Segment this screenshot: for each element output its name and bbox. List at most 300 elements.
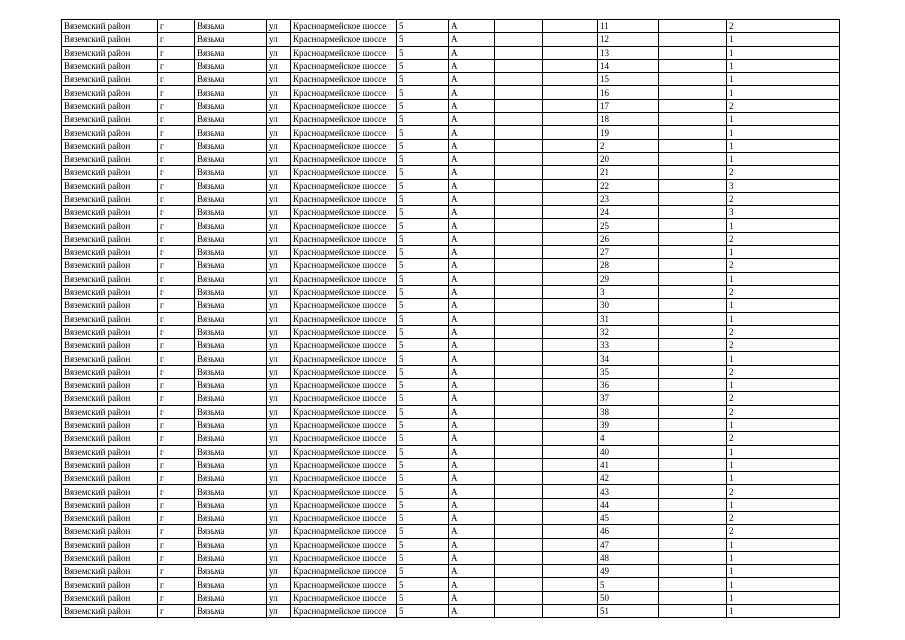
address-table-sheet	[61, 19, 840, 618]
cell-count: 1	[727, 498, 840, 511]
cell-building-letter: А	[449, 551, 495, 564]
cell-locality: Вязьма	[195, 418, 267, 431]
cell-house: 5	[397, 365, 449, 378]
cell-building-letter: А	[449, 445, 495, 458]
cell-street: Красноармейское шоссе	[291, 312, 397, 325]
cell-locality-type: г	[158, 591, 195, 604]
cell-apartment: 37	[598, 392, 659, 405]
table-row	[62, 379, 840, 392]
cell-col-9	[543, 299, 598, 312]
cell-street: Красноармейское шоссе	[291, 126, 397, 139]
cell-apartment: 51	[598, 605, 659, 618]
cell-apartment: 15	[598, 73, 659, 86]
cell-street-type: ул	[267, 299, 291, 312]
cell-house: 5	[397, 485, 449, 498]
cell-street-type: ул	[267, 246, 291, 259]
cell-col-11	[659, 246, 727, 259]
cell-apartment: 27	[598, 246, 659, 259]
cell-house: 5	[397, 152, 449, 165]
cell-col-9	[543, 405, 598, 418]
cell-street-type: ул	[267, 152, 291, 165]
cell-col-11	[659, 418, 727, 431]
cell-locality-type: г	[158, 232, 195, 245]
cell-apartment: 36	[598, 379, 659, 392]
table-row	[62, 405, 840, 418]
cell-locality-type: г	[158, 312, 195, 325]
table-row	[62, 113, 840, 126]
cell-locality-type: г	[158, 538, 195, 551]
cell-locality: Вязьма	[195, 219, 267, 232]
cell-house: 5	[397, 59, 449, 72]
cell-street: Красноармейское шоссе	[291, 192, 397, 205]
cell-col-9	[543, 591, 598, 604]
cell-street-type: ул	[267, 472, 291, 485]
cell-building-letter: А	[449, 46, 495, 59]
cell-locality: Вязьма	[195, 86, 267, 99]
cell-house: 5	[397, 46, 449, 59]
cell-apartment: 12	[598, 33, 659, 46]
cell-locality: Вязьма	[195, 605, 267, 618]
cell-building-letter: А	[449, 152, 495, 165]
table-row	[62, 20, 840, 33]
cell-count: 1	[727, 578, 840, 591]
cell-street-type: ул	[267, 591, 291, 604]
cell-building-letter: А	[449, 591, 495, 604]
cell-district: Вяземский район	[62, 232, 158, 245]
cell-locality-type: г	[158, 192, 195, 205]
cell-locality: Вязьма	[195, 113, 267, 126]
table-row	[62, 59, 840, 72]
cell-locality-type: г	[158, 352, 195, 365]
cell-locality: Вязьма	[195, 59, 267, 72]
cell-count: 1	[727, 126, 840, 139]
cell-building-letter: А	[449, 86, 495, 99]
cell-street: Красноармейское шоссе	[291, 139, 397, 152]
cell-district: Вяземский район	[62, 312, 158, 325]
cell-street: Красноармейское шоссе	[291, 259, 397, 272]
cell-col-11	[659, 405, 727, 418]
cell-locality-type: г	[158, 365, 195, 378]
cell-street: Красноармейское шоссе	[291, 46, 397, 59]
cell-house: 5	[397, 86, 449, 99]
cell-district: Вяземский район	[62, 525, 158, 538]
cell-locality: Вязьма	[195, 272, 267, 285]
cell-col-9	[543, 325, 598, 338]
cell-count: 2	[727, 285, 840, 298]
table-row	[62, 352, 840, 365]
cell-apartment: 26	[598, 232, 659, 245]
cell-locality-type: г	[158, 152, 195, 165]
cell-building-letter: А	[449, 605, 495, 618]
cell-district: Вяземский район	[62, 472, 158, 485]
cell-count: 1	[727, 152, 840, 165]
cell-col-8	[495, 285, 543, 298]
cell-house: 5	[397, 246, 449, 259]
cell-building-letter: А	[449, 285, 495, 298]
cell-col-11	[659, 86, 727, 99]
cell-street-type: ул	[267, 272, 291, 285]
cell-house: 5	[397, 20, 449, 33]
cell-house: 5	[397, 591, 449, 604]
cell-col-11	[659, 379, 727, 392]
cell-locality-type: г	[158, 73, 195, 86]
cell-district: Вяземский район	[62, 272, 158, 285]
cell-count: 1	[727, 46, 840, 59]
cell-apartment: 46	[598, 525, 659, 538]
cell-street-type: ул	[267, 551, 291, 564]
cell-col-9	[543, 166, 598, 179]
cell-street: Красноармейское шоссе	[291, 246, 397, 259]
cell-house: 5	[397, 418, 449, 431]
cell-count: 2	[727, 392, 840, 405]
cell-col-11	[659, 565, 727, 578]
cell-district: Вяземский район	[62, 498, 158, 511]
cell-street-type: ул	[267, 113, 291, 126]
cell-building-letter: А	[449, 325, 495, 338]
cell-count: 1	[727, 445, 840, 458]
cell-house: 5	[397, 525, 449, 538]
table-row	[62, 458, 840, 471]
cell-locality: Вязьма	[195, 379, 267, 392]
cell-district: Вяземский район	[62, 379, 158, 392]
cell-apartment: 35	[598, 365, 659, 378]
cell-col-8	[495, 525, 543, 538]
cell-street: Красноармейское шоссе	[291, 379, 397, 392]
cell-apartment: 50	[598, 591, 659, 604]
table-row	[62, 511, 840, 524]
cell-col-9	[543, 432, 598, 445]
cell-count: 2	[727, 232, 840, 245]
cell-col-11	[659, 538, 727, 551]
cell-locality-type: г	[158, 432, 195, 445]
cell-col-8	[495, 59, 543, 72]
cell-col-9	[543, 365, 598, 378]
cell-street: Красноармейское шоссе	[291, 73, 397, 86]
cell-street-type: ул	[267, 206, 291, 219]
cell-col-9	[543, 46, 598, 59]
cell-street: Красноармейское шоссе	[291, 565, 397, 578]
cell-col-9	[543, 59, 598, 72]
cell-district: Вяземский район	[62, 511, 158, 524]
table-row	[62, 325, 840, 338]
cell-locality: Вязьма	[195, 551, 267, 564]
cell-apartment: 40	[598, 445, 659, 458]
cell-col-8	[495, 551, 543, 564]
cell-locality: Вязьма	[195, 299, 267, 312]
table-row	[62, 418, 840, 431]
cell-street: Красноармейское шоссе	[291, 511, 397, 524]
cell-street-type: ул	[267, 179, 291, 192]
cell-locality: Вязьма	[195, 126, 267, 139]
cell-house: 5	[397, 99, 449, 112]
table-row	[62, 152, 840, 165]
cell-col-9	[543, 126, 598, 139]
cell-house: 5	[397, 113, 449, 126]
cell-locality: Вязьма	[195, 498, 267, 511]
cell-col-8	[495, 33, 543, 46]
cell-locality-type: г	[158, 206, 195, 219]
table-row	[62, 312, 840, 325]
table-row	[62, 259, 840, 272]
cell-count: 2	[727, 405, 840, 418]
cell-house: 5	[397, 339, 449, 352]
cell-house: 5	[397, 551, 449, 564]
cell-count: 2	[727, 511, 840, 524]
cell-street: Красноармейское шоссе	[291, 206, 397, 219]
cell-col-8	[495, 86, 543, 99]
cell-street: Красноармейское шоссе	[291, 405, 397, 418]
cell-locality: Вязьма	[195, 538, 267, 551]
table-row	[62, 538, 840, 551]
cell-col-11	[659, 352, 727, 365]
cell-apartment: 42	[598, 472, 659, 485]
cell-locality-type: г	[158, 99, 195, 112]
cell-col-9	[543, 113, 598, 126]
cell-street-type: ул	[267, 73, 291, 86]
cell-col-11	[659, 392, 727, 405]
cell-apartment: 29	[598, 272, 659, 285]
cell-col-11	[659, 299, 727, 312]
cell-apartment: 18	[598, 113, 659, 126]
table-row	[62, 285, 840, 298]
cell-street: Красноармейское шоссе	[291, 20, 397, 33]
cell-col-8	[495, 365, 543, 378]
cell-count: 1	[727, 551, 840, 564]
cell-count: 2	[727, 339, 840, 352]
cell-street-type: ул	[267, 59, 291, 72]
cell-col-11	[659, 232, 727, 245]
cell-street: Красноармейское шоссе	[291, 152, 397, 165]
cell-locality-type: г	[158, 113, 195, 126]
table-row	[62, 432, 840, 445]
cell-locality-type: г	[158, 498, 195, 511]
cell-locality: Вязьма	[195, 192, 267, 205]
cell-house: 5	[397, 232, 449, 245]
cell-locality: Вязьма	[195, 472, 267, 485]
cell-street: Красноармейское шоссе	[291, 551, 397, 564]
cell-col-9	[543, 458, 598, 471]
cell-street-type: ул	[267, 325, 291, 338]
cell-street-type: ул	[267, 99, 291, 112]
cell-street: Красноармейское шоссе	[291, 339, 397, 352]
table-row	[62, 232, 840, 245]
cell-count: 2	[727, 525, 840, 538]
cell-col-9	[543, 379, 598, 392]
cell-locality: Вязьма	[195, 525, 267, 538]
cell-locality: Вязьма	[195, 578, 267, 591]
cell-locality: Вязьма	[195, 73, 267, 86]
cell-street-type: ул	[267, 46, 291, 59]
cell-building-letter: А	[449, 299, 495, 312]
cell-street-type: ул	[267, 219, 291, 232]
cell-building-letter: А	[449, 20, 495, 33]
cell-building-letter: А	[449, 432, 495, 445]
cell-locality-type: г	[158, 565, 195, 578]
cell-col-9	[543, 525, 598, 538]
cell-locality-type: г	[158, 126, 195, 139]
cell-district: Вяземский район	[62, 325, 158, 338]
cell-col-8	[495, 166, 543, 179]
cell-col-8	[495, 445, 543, 458]
cell-locality-type: г	[158, 379, 195, 392]
cell-street: Красноармейское шоссе	[291, 525, 397, 538]
address-table-body	[62, 20, 840, 618]
cell-apartment: 13	[598, 46, 659, 59]
cell-col-8	[495, 485, 543, 498]
cell-locality: Вязьма	[195, 285, 267, 298]
cell-apartment: 48	[598, 551, 659, 564]
cell-col-8	[495, 206, 543, 219]
cell-street-type: ул	[267, 139, 291, 152]
cell-col-8	[495, 511, 543, 524]
cell-col-11	[659, 59, 727, 72]
cell-locality: Вязьма	[195, 179, 267, 192]
cell-building-letter: А	[449, 472, 495, 485]
cell-district: Вяземский район	[62, 485, 158, 498]
cell-street-type: ул	[267, 605, 291, 618]
cell-house: 5	[397, 126, 449, 139]
cell-house: 5	[397, 325, 449, 338]
cell-street-type: ул	[267, 445, 291, 458]
cell-count: 1	[727, 219, 840, 232]
cell-col-9	[543, 206, 598, 219]
cell-locality-type: г	[158, 525, 195, 538]
cell-col-8	[495, 472, 543, 485]
cell-street: Красноармейское шоссе	[291, 325, 397, 338]
cell-count: 2	[727, 99, 840, 112]
table-row	[62, 219, 840, 232]
cell-house: 5	[397, 458, 449, 471]
cell-locality: Вязьма	[195, 485, 267, 498]
cell-house: 5	[397, 285, 449, 298]
cell-col-9	[543, 551, 598, 564]
cell-street: Красноармейское шоссе	[291, 285, 397, 298]
cell-count: 2	[727, 259, 840, 272]
cell-count: 2	[727, 485, 840, 498]
cell-street: Красноармейское шоссе	[291, 219, 397, 232]
table-row	[62, 485, 840, 498]
cell-house: 5	[397, 578, 449, 591]
cell-building-letter: А	[449, 219, 495, 232]
cell-col-11	[659, 285, 727, 298]
cell-apartment: 21	[598, 166, 659, 179]
cell-col-11	[659, 591, 727, 604]
cell-building-letter: А	[449, 379, 495, 392]
cell-col-8	[495, 46, 543, 59]
cell-street: Красноармейское шоссе	[291, 365, 397, 378]
cell-col-11	[659, 339, 727, 352]
cell-street: Красноармейское шоссе	[291, 59, 397, 72]
cell-col-9	[543, 272, 598, 285]
cell-district: Вяземский район	[62, 299, 158, 312]
cell-col-11	[659, 152, 727, 165]
cell-house: 5	[397, 312, 449, 325]
cell-col-11	[659, 551, 727, 564]
cell-locality: Вязьма	[195, 99, 267, 112]
cell-col-11	[659, 445, 727, 458]
cell-apartment: 33	[598, 339, 659, 352]
cell-district: Вяземский район	[62, 219, 158, 232]
cell-locality-type: г	[158, 259, 195, 272]
cell-street-type: ул	[267, 565, 291, 578]
cell-apartment: 4	[598, 432, 659, 445]
cell-apartment: 3	[598, 285, 659, 298]
cell-col-11	[659, 20, 727, 33]
cell-locality: Вязьма	[195, 365, 267, 378]
cell-locality-type: г	[158, 299, 195, 312]
cell-apartment: 19	[598, 126, 659, 139]
cell-locality-type: г	[158, 392, 195, 405]
cell-locality: Вязьма	[195, 352, 267, 365]
cell-street-type: ул	[267, 259, 291, 272]
cell-locality: Вязьма	[195, 20, 267, 33]
cell-count: 1	[727, 246, 840, 259]
cell-col-9	[543, 445, 598, 458]
cell-col-8	[495, 179, 543, 192]
cell-building-letter: А	[449, 179, 495, 192]
cell-locality-type: г	[158, 485, 195, 498]
table-row	[62, 272, 840, 285]
cell-locality-type: г	[158, 418, 195, 431]
cell-building-letter: А	[449, 113, 495, 126]
cell-col-9	[543, 179, 598, 192]
cell-apartment: 41	[598, 458, 659, 471]
cell-locality: Вязьма	[195, 392, 267, 405]
cell-col-9	[543, 99, 598, 112]
cell-col-11	[659, 259, 727, 272]
cell-locality-type: г	[158, 472, 195, 485]
cell-apartment: 31	[598, 312, 659, 325]
cell-col-11	[659, 578, 727, 591]
cell-col-8	[495, 272, 543, 285]
cell-district: Вяземский район	[62, 418, 158, 431]
cell-street: Красноармейское шоссе	[291, 179, 397, 192]
cell-col-9	[543, 498, 598, 511]
cell-col-8	[495, 498, 543, 511]
cell-house: 5	[397, 445, 449, 458]
cell-district: Вяземский район	[62, 139, 158, 152]
cell-apartment: 44	[598, 498, 659, 511]
cell-street-type: ул	[267, 232, 291, 245]
cell-street-type: ул	[267, 405, 291, 418]
cell-col-9	[543, 86, 598, 99]
cell-locality-type: г	[158, 246, 195, 259]
cell-col-8	[495, 259, 543, 272]
cell-apartment: 11	[598, 20, 659, 33]
cell-col-11	[659, 139, 727, 152]
cell-building-letter: А	[449, 246, 495, 259]
cell-building-letter: А	[449, 206, 495, 219]
cell-street-type: ул	[267, 126, 291, 139]
cell-locality-type: г	[158, 179, 195, 192]
cell-street: Красноармейское шоссе	[291, 232, 397, 245]
cell-street-type: ул	[267, 485, 291, 498]
cell-col-9	[543, 565, 598, 578]
table-row	[62, 179, 840, 192]
cell-col-8	[495, 578, 543, 591]
cell-col-11	[659, 511, 727, 524]
cell-building-letter: А	[449, 59, 495, 72]
cell-house: 5	[397, 192, 449, 205]
cell-col-11	[659, 312, 727, 325]
cell-building-letter: А	[449, 339, 495, 352]
cell-house: 5	[397, 73, 449, 86]
cell-building-letter: А	[449, 166, 495, 179]
table-row	[62, 299, 840, 312]
cell-locality-type: г	[158, 139, 195, 152]
cell-col-9	[543, 192, 598, 205]
cell-house: 5	[397, 565, 449, 578]
